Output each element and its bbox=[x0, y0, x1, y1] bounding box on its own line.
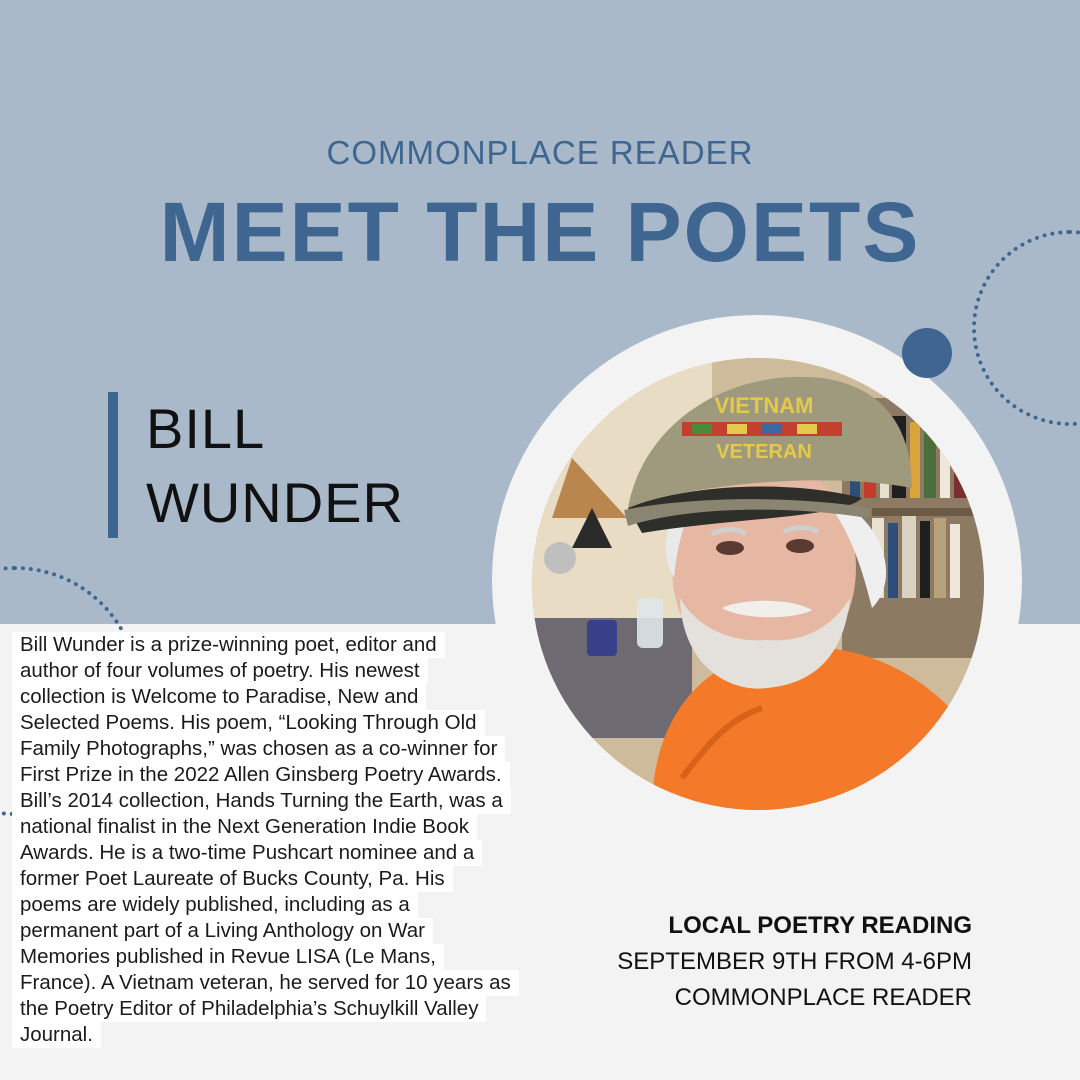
poet-first-name: BILL bbox=[146, 397, 266, 460]
bio-line: collection is Welcome to Paradise, New and bbox=[12, 684, 426, 710]
bio-line: former Poet Laureate of Bucks County, Pa. His bbox=[12, 866, 453, 892]
poet-last-name: WUNDER bbox=[146, 471, 404, 534]
bio-line: author of four volumes of poetry. His newest bbox=[12, 658, 428, 684]
event-venue: COMMONPLACE READER bbox=[674, 984, 972, 1011]
event-title: LOCAL POETRY READING bbox=[668, 912, 972, 939]
bio-line: Journal. bbox=[12, 1022, 101, 1048]
name-accent-bar bbox=[108, 392, 118, 538]
event-details bbox=[617, 908, 972, 1016]
poet-bio bbox=[12, 632, 598, 1048]
bio-line: France). A Vietnam veteran, he served for 10 years as bbox=[12, 970, 519, 996]
bio-line: poems are widely published, including as a bbox=[12, 892, 418, 918]
page-title: MEET THE POETS bbox=[159, 185, 921, 279]
accent-dot bbox=[902, 328, 952, 378]
bio-line: permanent part of a Living Anthology on War bbox=[12, 918, 433, 944]
bio-line: Bill’s 2014 collection, Hands Turning the Earth, was a bbox=[12, 788, 511, 814]
portrait-illustration bbox=[532, 358, 984, 810]
bio-line: Memories published in Revue LISA (Le Mans, bbox=[12, 944, 444, 970]
bio-line: Selected Poems. His poem, “Looking Through Old bbox=[12, 710, 485, 736]
bio-line: national finalist in the Next Generation Indie Book bbox=[12, 814, 477, 840]
venue-eyebrow: COMMONPLACE READER bbox=[326, 134, 754, 171]
poet-name bbox=[146, 392, 404, 540]
bio-line: Family Photographs,” was chosen as a co-winner for bbox=[12, 736, 505, 762]
bio-line: the Poetry Editor of Philadelphia’s Schuylkill Valley bbox=[12, 996, 486, 1022]
poet-portrait bbox=[532, 358, 984, 810]
cap-embroidery-bottom: VETERAN bbox=[716, 441, 812, 463]
event-date: SEPTEMBER 9TH FROM 4-6PM bbox=[617, 948, 972, 975]
bio-line: First Prize in the 2022 Allen Ginsberg Poetry Awards. bbox=[12, 762, 510, 788]
bio-line: Bill Wunder is a prize-winning poet, editor and bbox=[12, 632, 445, 658]
cap-embroidery-top: VIETNAM bbox=[714, 393, 814, 418]
bio-line: Awards. He is a two-time Pushcart nominee and a bbox=[12, 840, 482, 866]
